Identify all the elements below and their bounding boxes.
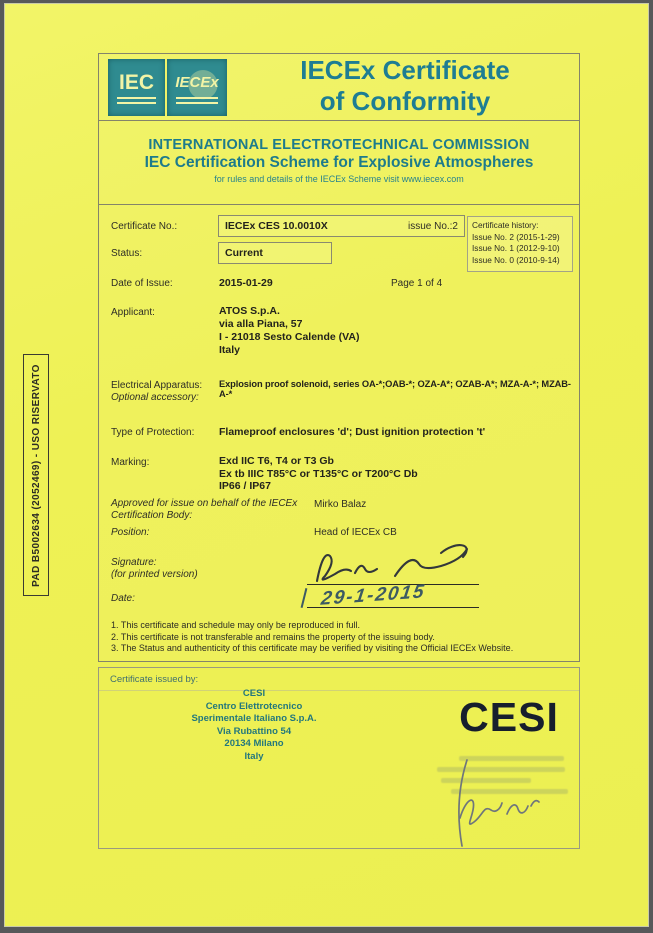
applicant-label: Applicant: [111, 307, 155, 318]
iecex-logo-bars [176, 97, 218, 104]
note-3: 3. The Status and authenticity of this certificate may be verified by visiting the Official IECEx Website. [111, 643, 514, 653]
issuer-line: Italy [244, 750, 264, 762]
issuer-signature [427, 756, 557, 848]
certificate-title-line2: of Conformity [319, 86, 491, 116]
approved-value: Mirko Balaz [314, 499, 367, 510]
apparatus-value: Explosion proof solenoid, series OA-*;OAB-*; OZA-A*; OZAB-A*; MZA-A-*; MZAB-A-* [219, 379, 571, 399]
iec-logo-icon [108, 59, 165, 116]
applicant-line: via alla Piana, 57 [219, 318, 303, 330]
certificate-header [99, 54, 579, 121]
signature-label-block [111, 557, 198, 580]
certificate-history-item: Issue No. 1 (2012-9-10) [472, 243, 560, 253]
applicant-line: Italy [219, 344, 241, 356]
certificate-main-box [98, 53, 580, 662]
issuer-line: CESI [242, 688, 266, 699]
issuer-line: 20134 Milano [224, 738, 284, 749]
approver-signature [309, 540, 484, 585]
iecex-logo-text: IECEx [175, 73, 219, 91]
iec-logo-text: IEC [118, 70, 154, 94]
status-value: Current [225, 247, 263, 259]
commission-line1: INTERNATIONAL ELECTROTECHNICAL COMMISSION [148, 137, 530, 153]
commission-line3: for rules and details of the IECEx Scheme visit www.iecex.com [214, 174, 464, 184]
side-reference-box [23, 354, 49, 596]
date-slash-stroke [301, 588, 308, 608]
issuer-line: Sperimentale Italiano S.p.A. [191, 713, 317, 724]
approved-label-line2: Certification Body: [111, 509, 193, 521]
marking-block [219, 455, 418, 493]
position-value: Head of IECEx CB [314, 527, 397, 538]
applicant-line: I - 21018 Sesto Calende (VA) [219, 331, 360, 343]
date-handwritten: 29-1-2015 [319, 581, 428, 610]
date-line [307, 607, 479, 608]
date-of-issue-label: Date of Issue: [111, 278, 173, 289]
side-reference-label: PAD B5002634 (2052469) - USO RISERVATO [30, 363, 42, 587]
commission-line2: IEC Certification Scheme for Explosive Atmospheres [144, 154, 534, 171]
certificate-no-label: Certificate No.: [111, 221, 178, 232]
certificate-title-line1: IECEx Certificate [300, 55, 510, 85]
marking-line: Ex tb IIIC T85°C or T135°C or T200°C Db [219, 467, 418, 480]
page-info: Page 1 of 4 [391, 278, 443, 289]
certificate-notes [111, 620, 573, 655]
issuer-address [159, 688, 349, 763]
protection-value: Flameproof enclosures 'd'; Dust ignition protection 't' [219, 426, 486, 438]
certificate-history-item: Issue No. 2 (2015-1-29) [472, 231, 560, 242]
apparatus-label: Electrical Apparatus: [111, 380, 203, 391]
commission-banner [99, 120, 579, 205]
certificate-no-value: IECEx CES 10.0010X [225, 220, 328, 232]
marking-label: Marking: [111, 457, 150, 468]
applicant-line: ATOS S.p.A. [219, 305, 280, 317]
applicant-address [219, 305, 359, 357]
certificate-history-item: Issue No. 0 (2010-9-14) [472, 254, 560, 265]
certificate-title [239, 55, 571, 117]
date-label: Date: [111, 593, 135, 604]
iecex-logo-icon [167, 59, 227, 116]
certificate-page [5, 4, 648, 926]
date-of-issue-value: 2015-01-29 [219, 277, 273, 289]
iec-logo-bars [117, 97, 157, 104]
cesi-logo: CESI [459, 694, 559, 740]
marking-line: Exd IIC T6, T4 or T3 Gb [219, 455, 334, 467]
protection-label: Type of Protection: [111, 427, 195, 438]
issuer-line: Centro Elettrotecnico [205, 700, 303, 712]
issue-no-value: issue No.:2 [407, 220, 458, 232]
apparatus-sublabel: Optional accessory: [111, 392, 199, 403]
approved-label [111, 498, 297, 521]
issuer-box [98, 667, 580, 849]
issuer-label: Certificate issued by: [110, 674, 199, 685]
issuer-line: Via Rubattino 54 [216, 725, 292, 737]
certificate-history-box [467, 216, 573, 272]
certificate-history-title: Certificate history: [472, 220, 539, 230]
note-1: 1. This certificate and schedule may only be reproduced in full. [111, 620, 360, 630]
marking-line: IP66 / IP67 [219, 480, 271, 492]
signature-sublabel: (for printed version) [111, 568, 198, 580]
position-label: Position: [111, 527, 150, 538]
status-label: Status: [111, 248, 143, 259]
signature-label: Signature: [111, 557, 157, 568]
status-box [218, 242, 332, 264]
note-2: 2. This certificate is not transferable and remains the property of the issuing body. [111, 631, 435, 642]
certificate-no-box [218, 215, 465, 237]
approved-label-line1: Approved for issue on behalf of the IECEx [111, 498, 298, 509]
